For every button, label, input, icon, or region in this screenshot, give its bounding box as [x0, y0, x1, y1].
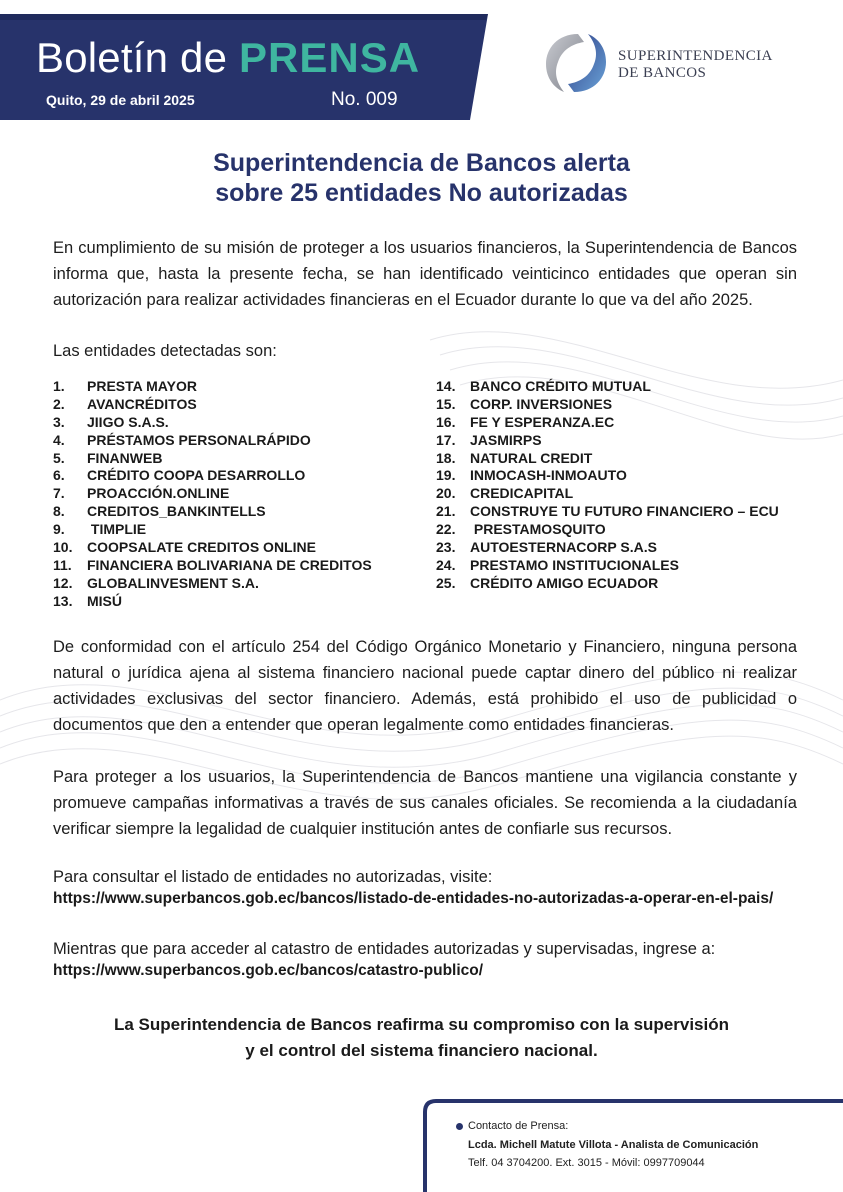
entity-number: 22. — [436, 521, 456, 538]
consult-text: Para consultar el listado de entidades no autorizadas, visite: — [53, 868, 493, 886]
catastro-text: Mientras que para acceder al catastro de entidades autorizadas y supervisadas, ingrese a: — [53, 940, 716, 958]
bulletin-date: Quito, 29 de abril 2025 — [46, 92, 195, 108]
entity-list-item — [53, 575, 372, 593]
logo-s-icon — [540, 30, 612, 96]
entity-number: 1. — [53, 378, 65, 394]
bulletin-title — [36, 34, 420, 82]
entity-number: 4. — [53, 431, 65, 448]
legal-paragraph: De conformidad con el artículo 254 del Código Orgánico Monetario y Financiero, ninguna persona natural o jurídica ajena al sistema financiero nacional puede captar dinero del público ni realizar actividades exclusivas del sector financiero. Además, está prohibido el uso de publicidad o documentos que den a entender que operan legalmente como entidades financieras. — [53, 638, 797, 734]
entity-list-item — [53, 557, 372, 575]
headline-line-1: Superintendencia de Bancos alerta — [213, 149, 630, 177]
bullet-icon — [456, 1123, 463, 1130]
entity-name: AVANCRÉDITOS — [87, 395, 197, 412]
closing-line-2: y el control del sistema financiero nacional. — [245, 1041, 598, 1060]
logo-line-1: SUPERINTENDENCIA — [618, 48, 773, 64]
entity-number: 2. — [53, 395, 65, 412]
entity-number: 23. — [436, 539, 456, 556]
entity-number: 6. — [53, 467, 65, 484]
entity-list-item — [436, 539, 779, 557]
entity-name: CRÉDITO AMIGO ECUADOR — [470, 574, 659, 591]
entity-list-item — [436, 557, 779, 575]
entity-list-item — [436, 450, 779, 468]
entity-name: FE Y ESPERANZA.EC — [470, 413, 615, 430]
entity-list-item — [53, 378, 372, 396]
headline-line-2: sobre 25 entidades No autorizadas — [215, 179, 628, 207]
entity-name: PRÉSTAMOS PERSONALRÁPIDO — [87, 431, 311, 448]
consult-url-link[interactable]: https://www.superbancos.gob.ec/bancos/listado-de-entidades-no-autorizadas-a-operar-en-el-pais/ — [53, 890, 774, 907]
entity-name: CORP. INVERSIONES — [470, 395, 613, 412]
catastro-url-link[interactable]: https://www.superbancos.gob.ec/bancos/catastro-publico/ — [53, 962, 484, 979]
headline — [60, 148, 783, 208]
list-intro: Las entidades detectadas son: — [53, 342, 277, 360]
intro-paragraph: En cumplimiento de su misión de proteger a los usuarios financieros, la Superintendencia de Bancos informa que, hasta la presente fecha, se han identificado veinticinco entidades que operan sin autorización para realizar actividades financieras en el Ecuador durante lo que va del año 2025. — [53, 239, 797, 309]
entity-list-item — [436, 432, 779, 450]
entity-name: CREDICAPITAL — [470, 485, 574, 502]
entity-list-item — [53, 539, 372, 557]
entity-number: 20. — [436, 485, 456, 502]
entity-list-item — [53, 503, 372, 521]
title-prefix: Boletín de — [36, 34, 228, 81]
entity-name: FINANWEB — [87, 449, 163, 466]
entity-number: 5. — [53, 449, 65, 466]
entity-number: 7. — [53, 485, 65, 502]
entity-name: MISÚ — [87, 592, 122, 609]
entity-list-item — [53, 485, 372, 503]
entity-name: PROACCIÓN.ONLINE — [87, 485, 230, 502]
entity-list-item — [436, 414, 779, 432]
entity-list-item — [436, 521, 779, 539]
entity-number: 8. — [53, 503, 65, 520]
entity-number: 16. — [436, 413, 456, 430]
entity-list-item — [436, 575, 779, 593]
entity-list-item — [53, 450, 372, 468]
entity-number: 11. — [53, 556, 72, 573]
entities-list-right — [436, 378, 779, 593]
closing-line-1: La Superintendencia de Bancos reafirma su compromiso con la supervisión — [113, 1015, 729, 1034]
contact-label: Contacto de Prensa: — [468, 1120, 569, 1132]
entity-number: 18. — [436, 449, 456, 466]
entity-name: BANCO CRÉDITO MUTUAL — [470, 378, 651, 394]
entity-number: 13. — [53, 592, 73, 609]
entity-list-item — [53, 593, 372, 611]
entity-number: 9. — [53, 521, 65, 538]
entity-number: 25. — [436, 574, 456, 591]
protect-paragraph: Para proteger a los usuarios, la Superintendencia de Bancos mantiene una vigilancia constante y promueve campañas informativas a través de sus canales oficiales. Se recomienda a la ciudadanía verificar siempre la legalidad de cualquier institución antes de confiarle sus recursos. — [53, 768, 797, 838]
entity-name: COOPSALATE CREDITOS ONLINE — [87, 539, 316, 556]
entity-number: 10. — [53, 539, 73, 556]
entity-number: 14. — [436, 378, 456, 394]
entity-name: AUTOESTERNACORP S.A.S — [470, 539, 657, 556]
entity-number: 3. — [53, 413, 65, 430]
entity-number: 24. — [436, 556, 456, 573]
entities-list-left — [53, 378, 372, 611]
closing-statement — [60, 1012, 783, 1064]
entity-name: INMOCASH-INMOAUTO — [470, 467, 627, 484]
entity-list-item — [53, 521, 372, 539]
entity-list-item — [53, 467, 372, 485]
entity-list-item — [436, 467, 779, 485]
entity-name: TIMPLIE — [87, 521, 147, 538]
bulletin-number: No. 009 — [331, 89, 398, 110]
entity-list-item — [53, 432, 372, 450]
entity-list-item — [436, 485, 779, 503]
entity-name: NATURAL CREDIT — [470, 449, 593, 466]
entity-name: JIIGO S.A.S. — [87, 413, 169, 430]
entity-name: PRESTA MAYOR — [87, 378, 197, 394]
press-contact-box — [422, 1098, 843, 1192]
entity-number: 17. — [436, 431, 456, 448]
entity-name: GLOBALINVESMENT S.A. — [87, 574, 259, 591]
entity-list-item — [53, 414, 372, 432]
contact-phone: Telf. 04 3704200. Ext. 3015 - Móvil: 0997709044 — [468, 1157, 705, 1169]
entity-number: 19. — [436, 467, 456, 484]
title-highlight: PRENSA — [239, 34, 421, 81]
entity-list-item — [436, 503, 779, 521]
contact-person: Lcda. Michell Matute Villota - Analista de Comunicación — [468, 1139, 759, 1151]
entity-list-item — [436, 378, 779, 396]
entity-name: PRESTAMOSQUITO — [470, 521, 606, 538]
superintendencia-logo — [540, 30, 810, 96]
entity-number: 21. — [436, 503, 456, 520]
entity-list-item — [436, 396, 779, 414]
entity-name: CRÉDITO COOPA DESARROLLO — [87, 467, 306, 484]
entity-number: 15. — [436, 395, 456, 412]
entity-name: JASMIRPS — [470, 431, 542, 448]
entity-number: 12. — [53, 574, 73, 591]
header-banner — [0, 0, 490, 120]
entity-name: FINANCIERA BOLIVARIANA DE CREDITOS — [87, 556, 372, 573]
entity-name: CREDITOS_BANKINTELLS — [87, 503, 266, 520]
entity-list-item — [53, 396, 372, 414]
entity-name: CONSTRUYE TU FUTURO FINANCIERO – ECU — [470, 503, 779, 520]
entity-name: PRESTAMO INSTITUCIONALES — [470, 556, 679, 573]
logo-line-2: DE BANCOS — [618, 65, 707, 81]
